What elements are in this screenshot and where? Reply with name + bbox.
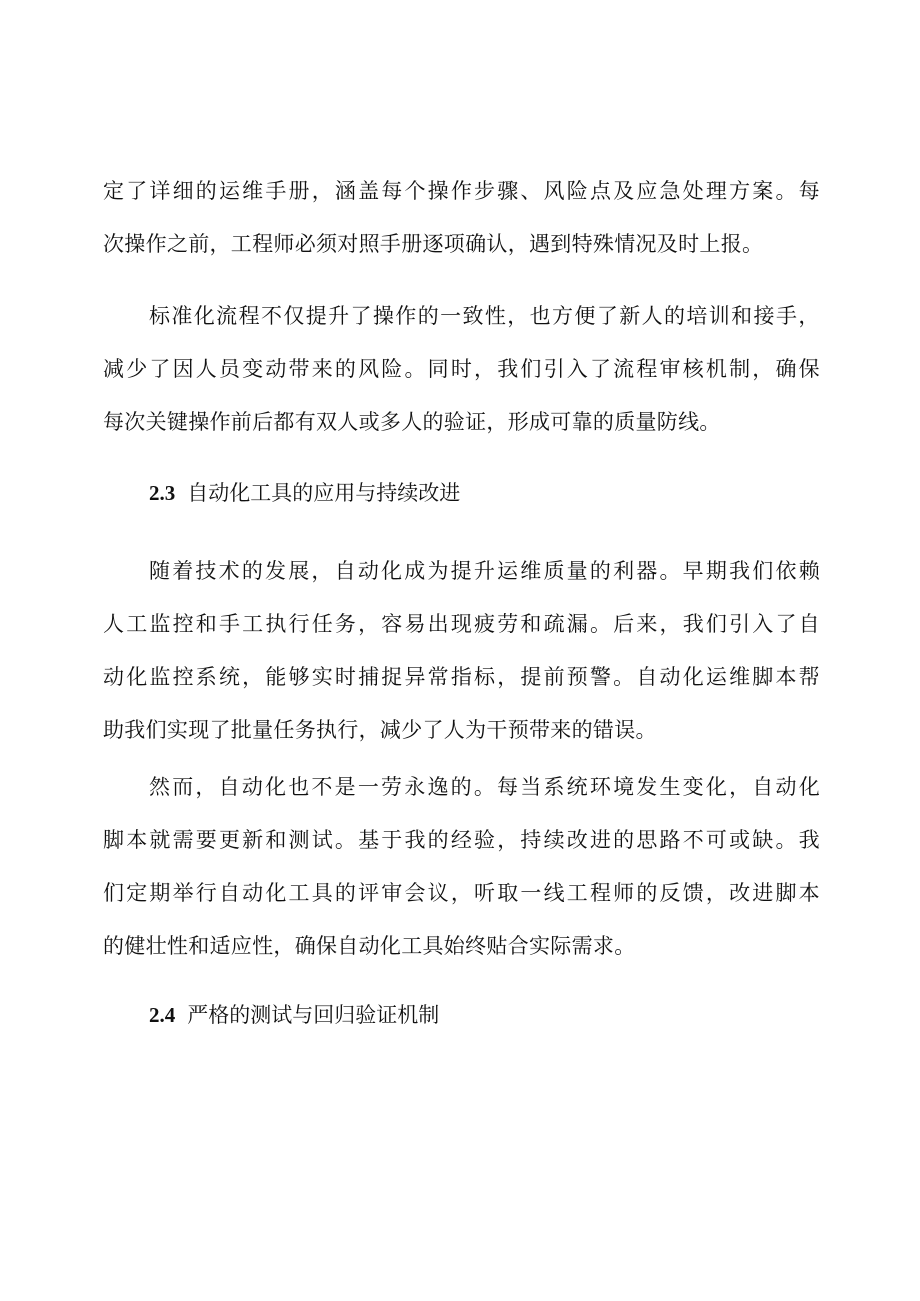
section-title: 严格的测试与回归验证机制 <box>187 1003 440 1027</box>
paragraph-line: 的健壮性和适应性，确保自动化工具始终贴合实际需求。 <box>103 934 636 958</box>
paragraph-line: 随 着 技 术 的 发 展 ， 自 动 化 成 为 提 升 运 维 质 量 的 利 器 。 早 期 我 们 依 赖 <box>149 559 820 583</box>
section-title: 自动化工具的应用与持续改进 <box>187 481 461 505</box>
section-heading <box>149 478 460 508</box>
paragraph-line: 减 少 了 因 人 员 变 动 带 来 的 风 险 。 同 时 ， 我 们 引 入 了 流 程 审 核 机 制 ， 确 保 <box>103 357 820 381</box>
section-number: 2.3 <box>149 481 176 505</box>
paragraph-line: 每次关键操作前后都有双人或多人的验证，形成可靠的质量防线。 <box>103 410 721 434</box>
paragraph-line: 标 准 化 流 程 不 仅 提 升 了 操 作 的 一 致 性 ， 也 方 便 了 新 人 的 培 训 和 接 手 ， <box>149 304 820 328</box>
paragraph-line: 助我们实现了批量任务执行，减少了人为干预带来的错误。 <box>103 718 657 742</box>
paragraph-line: 次操作之前，工程师必须对照手册逐项确认，遇到特殊情况及时上报。 <box>103 232 764 256</box>
paragraph-line: 然 而 ， 自 动 化 也 不 是 一 劳 永 逸 的 。 每 当 系 统 环 境 发 生 变 化 ， 自 动 化 <box>149 775 820 799</box>
section-heading <box>149 1000 439 1030</box>
paragraph-line: 们 定 期 举 行 自 动 化 工 具 的 评 审 会 议 ， 听 取 一 线 工 程 师 的 反 馈 ， 改 进 脚 本 <box>103 881 820 905</box>
section-number: 2.4 <box>149 1003 176 1027</box>
paragraph-line: 脚 本 就 需 要 更 新 和 测 试 。 基 于 我 的 经 验 ， 持 续 改 进 的 思 路 不 可 或 缺 。 我 <box>103 828 820 852</box>
paragraph-line: 人 工 监 控 和 手 工 执 行 任 务 ， 容 易 出 现 疲 劳 和 疏 漏 。 后 来 ， 我 们 引 入 了 自 <box>103 612 820 636</box>
paragraph-line: 定 了 详 细 的 运 维 手 册 ， 涵 盖 每 个 操 作 步 骤 、 风 险 点 及 应 急 处 理 方 案 。 每 <box>103 179 820 203</box>
paragraph-line: 动 化 监 控 系 统 ， 能 够 实 时 捕 捉 异 常 指 标 ， 提 前 预 警 。 自 动 化 运 维 脚 本 帮 <box>103 665 820 689</box>
